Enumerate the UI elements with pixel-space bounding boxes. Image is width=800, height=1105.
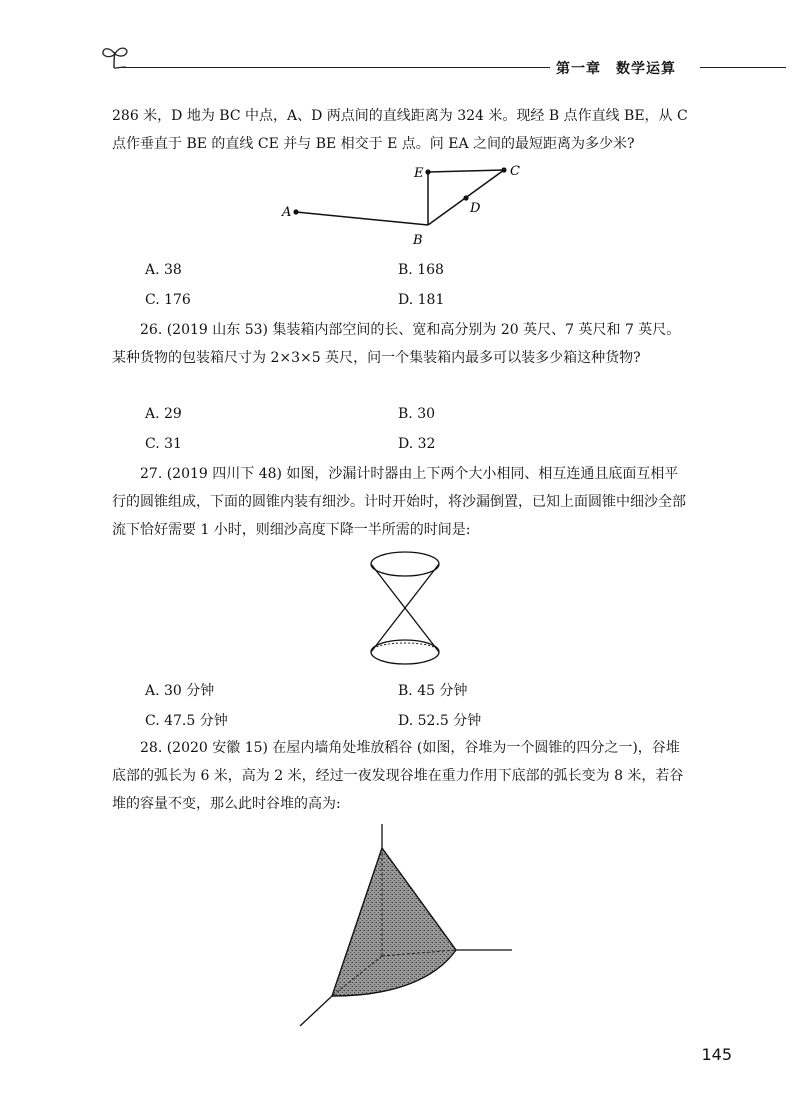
label-d: D xyxy=(470,201,481,216)
q26-option-c: C. 31 xyxy=(145,436,182,452)
label-c: C xyxy=(510,164,520,179)
grain-pile-figure xyxy=(296,818,526,1032)
q25-option-b: B. 168 xyxy=(398,262,444,278)
q25-figure xyxy=(270,158,530,250)
q26-option-b: B. 30 xyxy=(398,406,436,422)
q28-text: 28. (2020 安徽 15) 在屋内墙角处堆放稻谷 (如图，谷堆为一个圆锥的四分之一)，谷堆底部的弧长为 6 米，高为 2 米，经过一夜发现谷堆在重力作用下底部的弧长变为 8 米，若谷堆的容量不变，那么此时谷堆的高为: xyxy=(112,740,684,812)
label-a: A xyxy=(282,205,292,220)
q25-option-d: D. 181 xyxy=(398,292,445,308)
page-number: 145 xyxy=(701,1045,732,1064)
q27-option-a: A. 30 分钟 xyxy=(145,683,215,699)
q27-option-d: D. 52.5 分钟 xyxy=(398,713,482,729)
point-c xyxy=(501,167,506,172)
q27-option-c: C. 47.5 分钟 xyxy=(145,713,228,729)
header-rule-left xyxy=(122,67,550,68)
q26-text: 26. (2019 山东 53) 集装箱内部空间的长、宽和高分别为 20 英尺、7 英尺和 7 英尺。某种货物的包装箱尺寸为 2×3×5 英尺，问一个集装箱内最多可以装多少箱这种货物? xyxy=(112,322,681,366)
chapter-title: 第一章 数学运算 xyxy=(556,61,676,77)
q25-option-a: A. 38 xyxy=(145,262,182,278)
label-b: B xyxy=(413,233,423,248)
page-header xyxy=(0,0,800,80)
q27-text: 27. (2019 四川下 48) 如图，沙漏计时器由上下两个大小相同、相互连通且底面互相平行的圆锥组成，下面的圆锥内装有细沙。计时开始时，将沙漏倒置，已知上面圆锥中细沙全部流下恰好需要 1 小时，则细沙高度下降一半所需的时间是: xyxy=(112,466,686,538)
point-e xyxy=(425,169,430,174)
point-a xyxy=(293,209,298,214)
point-d xyxy=(463,195,468,200)
q27-option-b: B. 45 分钟 xyxy=(398,683,468,699)
hourglass-figure xyxy=(360,548,450,670)
q26-option-d: D. 32 xyxy=(398,436,436,452)
q26-option-a: A. 29 xyxy=(145,406,182,422)
q25-text: 286 米，D 地为 BC 中点，A、D 两点间的直线距离为 324 米。现经 B 点作直线 BE，从 C 点作垂直于 BE 的直线 CE 并与 BE 相交于 E 点。问 EA 之间的最短距离为多少米? xyxy=(112,108,688,152)
header-rule-right xyxy=(700,67,786,68)
label-e: E xyxy=(414,166,424,181)
q25-option-c: C. 176 xyxy=(145,292,191,308)
